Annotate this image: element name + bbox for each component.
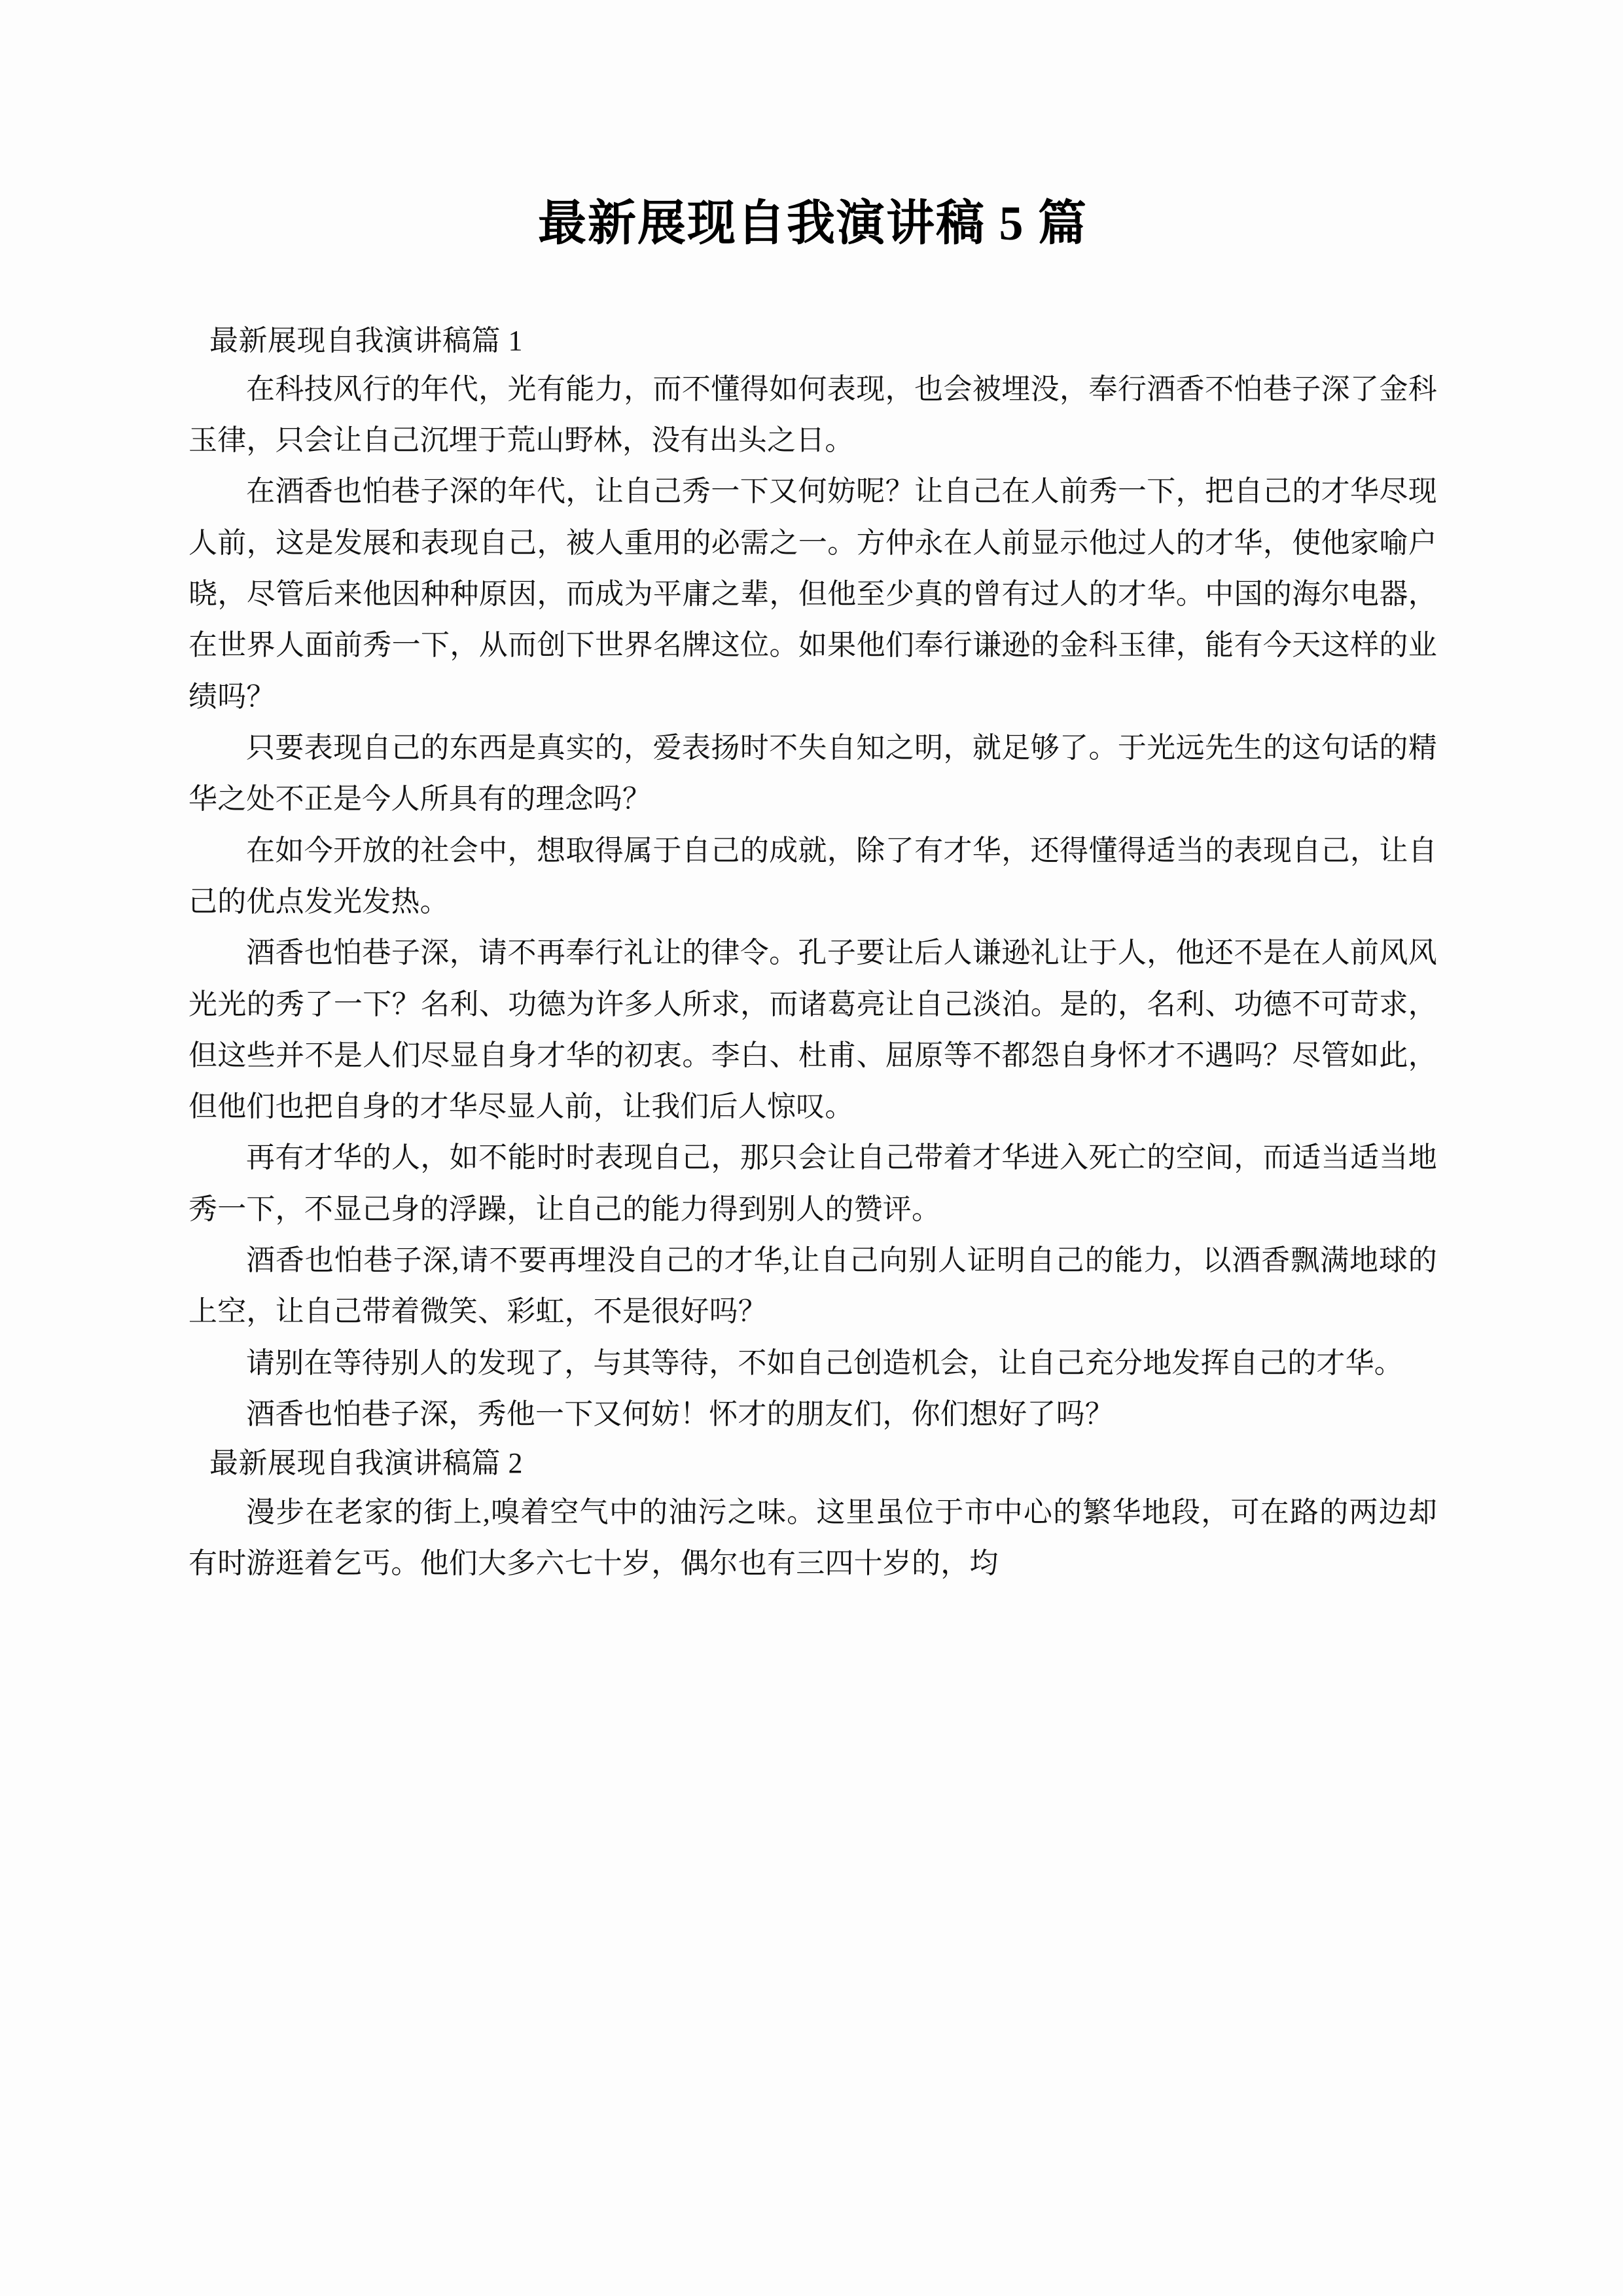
paragraph: 在科技风行的年代，光有能力，而不懂得如何表现，也会被埋没，奉行酒香不怕巷子深了金科玉律，只会让自己沉埋于荒山野林，没有出头之日。: [188, 372, 1437, 457]
paragraph: 请别在等待别人的发现了，与其等待，不如自己创造机会，让自己充分地发挥自己的才华。: [246, 1346, 1403, 1379]
page-title: 最新展现自我演讲稿 5 篇: [538, 197, 1088, 251]
paragraph: 只要表现自己的东西是真实的，爱表扬时不失自知之明，就足够了。于光远先生的这句话的精华之处不正是今人所具有的理念吗？: [188, 731, 1437, 816]
paragraph: 在如今开放的社会中，想取得属于自己的成就，除了有才华，还得懂得适当的表现自己，让自己的优点发光发热。: [188, 834, 1437, 918]
paragraph: 在酒香也怕巷子深的年代，让自己秀一下又何妨呢？让自己在人前秀一下，把自己的才华尽现人前，这是发展和表现自己，被人重用的必需之一。方仲永在人前显示他过人的才华，使他家喻户晓，尽管后来他因种种原因，而成为平庸之辈，但他至少真的曾有过人的才华。中国的海尔电器，在世界人面前秀一下，从而创下世界名牌这位。如果他们奉行谦逊的金科玉律，能有今天这样的业绩吗？: [188, 475, 1437, 713]
paragraph: 漫步在老家的街上,嗅着空气中的油污之味。这里虽位于市中心的繁华地段，可在路的两边却有时游逛着乞丐。他们大多六七十岁，偶尔也有三四十岁的，均: [188, 1496, 1437, 1579]
section-heading-1: 最新展现自我演讲稿篇 1: [209, 324, 523, 357]
paragraph: 再有才华的人，如不能时时表现自己，那只会让自己带着才华进入死亡的空间，而适当适当地秀一下，不显己身的浮躁，让自己的能力得到别人的赞评。: [188, 1141, 1437, 1225]
page-content: [188, 0, 1437, 1589]
title-spacer: [188, 255, 1437, 317]
paragraph: 酒香也怕巷子深,请不要再埋没自己的才华,让自己向别人证明自己的能力，以酒香飘满地球的上空，让自己带着微笑、彩虹，不是很好吗？: [188, 1244, 1437, 1328]
section-heading-2: 最新展现自我演讲稿篇 2: [209, 1447, 523, 1480]
paragraph: 酒香也怕巷子深，请不再奉行礼让的律令。孔子要让后人谦逊礼让于人，他还不是在人前风风光光的秀了一下？名利、功德为许多人所求，而诸葛亮让自己淡泊。是的，名利、功德不可苛求，但这些并不是人们尽显自身才华的初衷。李白、杜甫、屈原等不都怨自身怀才不遇吗？尽管如此，但他们也把自身的才华尽显人前，让我们后人惊叹。: [188, 937, 1437, 1123]
paragraph: 酒香也怕巷子深，秀他一下又何妨！怀才的朋友们，你们想好了吗？: [246, 1398, 1114, 1431]
